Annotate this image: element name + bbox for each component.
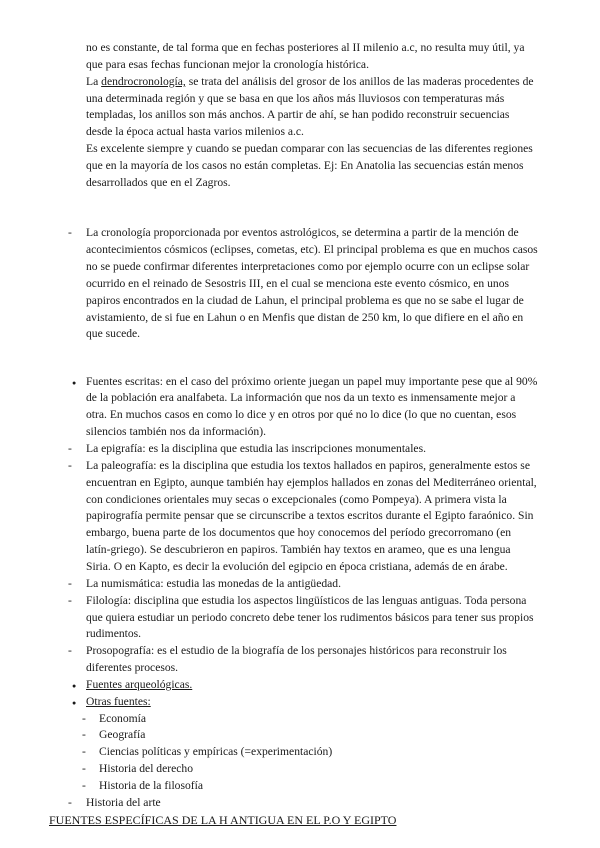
- text-line: de la población era analfabeta. La información que nos da un texto es inmensamente mejor a: [86, 391, 516, 405]
- text-line: que en la mayoría de los casos no están completas. Ej: En Anatolia las secuencias están menos: [86, 158, 524, 172]
- text-line: otra. En muchos casos en como lo dice y en otros por qué no lo dice (lo que no cuentan, esos: [86, 408, 517, 422]
- dash-marker: -: [68, 458, 72, 472]
- text-line: La cronología proporcionada por eventos astrológicos, se determina a partir de la mención de: [86, 226, 519, 240]
- text-line: Economía: [99, 711, 147, 725]
- text-line: una determinada región y que se basa en que los años más lluviosos con temperaturas más: [86, 91, 505, 105]
- text-line: con condiciones orientales muy secas o excepcionales (como Pompeya). A primera vista la: [86, 492, 507, 506]
- text-line: Geografía: [99, 728, 146, 742]
- dash-marker: -: [82, 728, 86, 742]
- text-line: desarrollados que en el Zagros.: [86, 175, 231, 189]
- text-line: Historia del derecho: [99, 762, 194, 776]
- dash-marker: -: [82, 745, 86, 759]
- text-line: Siria. O en Kapto, es decir la evolución del egipcio en época cristiana, además de en árabe.: [86, 559, 508, 573]
- dash-marker: -: [68, 593, 72, 607]
- dash-marker: -: [68, 442, 72, 456]
- text-line: encuentran en Egipto, aunque también hay ejemplos hallados en zonas del Mediterráneo oriental,: [86, 475, 537, 489]
- bullet-icon: ●: [72, 681, 77, 690]
- text-line: Prosopografía: es el estudio de la biografía de los personajes históricos para reconstruir los: [86, 644, 507, 658]
- dash-marker: -: [68, 226, 72, 240]
- text-line: Historia del arte: [86, 795, 161, 809]
- text-line: embargo, buena parte de los documentos que hoy conocemos del período grecorromano (en: [86, 526, 512, 540]
- term-dendrocronologia: dendrocronología,: [101, 74, 186, 88]
- text-line: Fuentes escritas: en el caso del próximo oriente juegan un papel muy importante pese que al 90%: [86, 374, 538, 388]
- bullet-icon: ●: [72, 378, 77, 387]
- text-line: ocurrido en el reinado de Sesostris III, en el cual se menciona este evento cósmico, en unos: [86, 276, 510, 290]
- text-line: acontecimientos cósmicos (eclipses, cometas, etc). El principal problema es que en muchos casos: [86, 243, 538, 257]
- text-line: Es excelente siempre y cuando se puedan comparar con las secuencias de las diferentes regiones: [86, 142, 533, 156]
- dash-marker: -: [68, 644, 72, 658]
- text-line: La epigrafía: es la disciplina que estudia las inscripciones monumentales.: [86, 442, 426, 456]
- dash-marker: -: [68, 795, 72, 809]
- text-line: Ciencias políticas y empíricas (=experimentación): [99, 745, 333, 759]
- text-line: templadas, los anillos son más anchos. A partir de ahí, se han podido reconstruir secuencias: [86, 108, 510, 122]
- text-line: latín-griego). Se descubrieron en papiros. También hay textos en arameo, que es una lengua: [86, 543, 511, 557]
- text-line: Fuentes arqueológicas.: [86, 677, 193, 691]
- dash-marker: -: [82, 711, 86, 725]
- text-line: rudimentos.: [86, 627, 142, 641]
- text-line: Historia de la filosofía: [99, 779, 203, 793]
- text-line: silencios también nos da información).: [86, 425, 266, 439]
- dash-marker: -: [68, 576, 72, 590]
- text-line: no es constante, de tal forma que en fechas posteriores al II milenio a.c, no resulta muy útil, ya: [86, 41, 525, 54]
- text-line: avistamiento, de si fue en Lahun o en Menfis que distan de 250 km, lo que difiere en el año en: [86, 310, 524, 324]
- text-line: papirografía permite pensar que se circunscribe a textos escritos durante el Egipto faraónico. Sin: [86, 509, 534, 523]
- text-line: que sucede.: [86, 327, 141, 341]
- text-line: Otras fuentes:: [86, 694, 151, 708]
- dash-marker: -: [82, 762, 86, 776]
- dash-marker: -: [82, 779, 86, 793]
- lead-prefix: La: [86, 74, 102, 88]
- text-line: no se puede confirmar diferentes interpretaciones como por ejemplo ocurre con un eclipse solar: [86, 260, 530, 274]
- text-line: [86, 75, 534, 89]
- text-line: papiros encontrados en la ciudad de Lahun, el principal problema es que no se sabe el lugar de: [86, 293, 524, 307]
- text-line: desde la época actual hasta varios milenios a.c.: [86, 125, 304, 139]
- text-line: que para esas fechas funcionan mejor la cronología histórica.: [86, 57, 369, 71]
- text-line: La numismática: estudia las monedas de la antigüedad.: [86, 576, 341, 590]
- text-line: Filología: disciplina que estudia los aspectos lingüísticos de las lenguas antiguas. Toda persona: [86, 593, 527, 607]
- text-line: diferentes procesos.: [86, 661, 179, 675]
- line-text: se trata del análisis del grosor de los anillos de las maderas procedentes de: [185, 74, 534, 88]
- bullet-icon: ●: [72, 698, 77, 707]
- section-heading: FUENTES ESPECÍFICAS DE LA H ANTIGUA EN EL P.O Y EGIPTO: [49, 812, 397, 827]
- text-line: La paleografía: es la disciplina que estudia los textos hallados en papiros, generalmente estos se: [86, 458, 530, 472]
- text-line: que quiera estudiar un periodo concreto debe tener los rudimentos básicos para tener sus propios: [86, 610, 534, 624]
